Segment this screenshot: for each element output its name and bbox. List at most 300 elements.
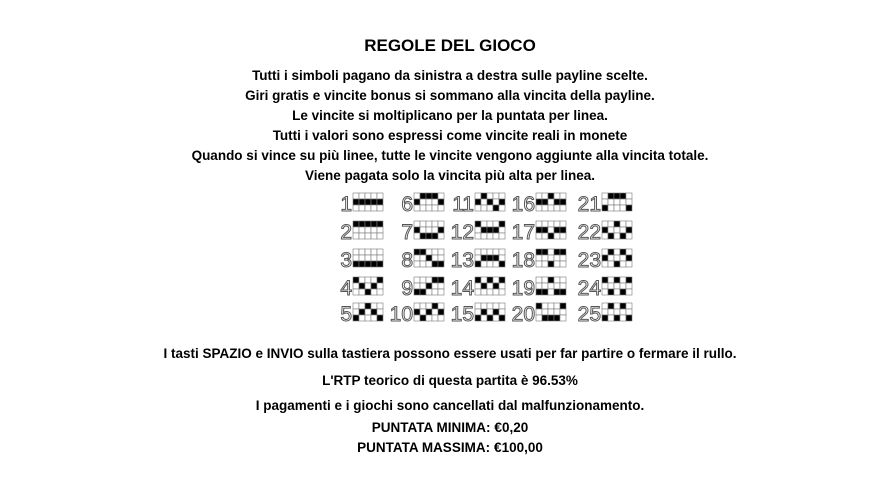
payline-cell [426, 249, 432, 255]
payline-10 [390, 303, 444, 326]
payline-cell [420, 199, 426, 205]
payline-cell [487, 193, 493, 199]
payline-number: 24 [577, 277, 601, 300]
payline-cell [608, 261, 614, 267]
payline-cell [602, 283, 608, 289]
payline-cell [353, 289, 359, 295]
payline-cell [548, 255, 554, 261]
payline-cell [542, 261, 548, 267]
payline-cell [487, 309, 493, 315]
payline-cell [614, 193, 620, 199]
payline-cell [487, 233, 493, 239]
payline-cell [548, 309, 554, 315]
payline-cell [359, 277, 365, 283]
payline-cell [554, 233, 560, 239]
payline-cell [475, 233, 481, 239]
payline-cell [493, 249, 499, 255]
payline-cell [560, 261, 566, 267]
payline-cell [438, 289, 444, 295]
payline-cell [438, 249, 444, 255]
payline-cell [560, 249, 566, 255]
payline-cell [493, 199, 499, 205]
payline-cell [554, 255, 560, 261]
payline-cell [548, 249, 554, 255]
payline-cell [487, 277, 493, 283]
payline-cell [353, 261, 359, 267]
payline-cell [536, 205, 542, 211]
payline-cell [359, 303, 365, 309]
payline-11 [452, 193, 505, 216]
payline-cell [371, 205, 377, 211]
payline-cell [359, 233, 365, 239]
payline-cell [560, 309, 566, 315]
payline-cell [371, 283, 377, 289]
payline-cell [414, 261, 420, 267]
payline-cell [536, 249, 542, 255]
payline-number: 4 [340, 277, 352, 300]
payline-cell [414, 277, 420, 283]
payline-cell [481, 193, 487, 199]
payline-cell [481, 255, 487, 261]
payline-cell [365, 193, 371, 199]
payline-cell [377, 193, 383, 199]
payline-cell [438, 261, 444, 267]
payline-cell [359, 283, 365, 289]
payline-cell [414, 221, 420, 227]
payline-number: 5 [340, 303, 352, 326]
payline-number: 23 [577, 249, 601, 272]
payline-cell [560, 277, 566, 283]
payline-cell [481, 315, 487, 321]
payline-cell [626, 303, 632, 309]
payline-cell [420, 221, 426, 227]
rule-line: Tutti i simboli pagano da sinistra a destra sulle payline scelte. [252, 68, 648, 83]
payline-cell [487, 255, 493, 261]
payline-cell [475, 309, 481, 315]
payline-cell [499, 205, 505, 211]
payline-cell [493, 289, 499, 295]
payline-cell [481, 233, 487, 239]
payline-cell [608, 315, 614, 321]
payline-cell [554, 221, 560, 227]
payline-cell [542, 205, 548, 211]
payline-cell [542, 193, 548, 199]
payline-cell [475, 249, 481, 255]
payline-cell [353, 233, 359, 239]
payline-cell [499, 193, 505, 199]
payline-cell [353, 193, 359, 199]
payline-cell [420, 315, 426, 321]
payline-cell [620, 283, 626, 289]
payline-cell [554, 303, 560, 309]
payline-cell [426, 277, 432, 283]
payline-cell [548, 315, 554, 321]
payline-cell [554, 249, 560, 255]
payline-cell [542, 303, 548, 309]
min-bet-label: PUNTATA MINIMA: [371, 420, 495, 435]
payline-cell [548, 283, 554, 289]
payline-cell [548, 277, 554, 283]
payline-cell [620, 205, 626, 211]
payline-cell [359, 221, 365, 227]
payline-cell [493, 233, 499, 239]
payline-cell [499, 221, 505, 227]
payline-cell [560, 255, 566, 261]
payline-24 [578, 277, 632, 300]
payline-cell [371, 255, 377, 261]
payline-cell [620, 303, 626, 309]
payline-cell [554, 289, 560, 295]
payline-cell [365, 233, 371, 239]
payline-cell [620, 193, 626, 199]
payline-cell [353, 199, 359, 205]
max-bet [0, 439, 873, 455]
payline-cell [438, 315, 444, 321]
payline-cell [414, 233, 420, 239]
payline-cell [426, 261, 432, 267]
payline-number: 14 [450, 277, 474, 300]
payline-cell [365, 309, 371, 315]
payline-cell [475, 255, 481, 261]
payline-cell [359, 261, 365, 267]
payline-cell [414, 193, 420, 199]
payline-number: 1 [340, 193, 352, 216]
payline-cell [542, 283, 548, 289]
payline-cell [548, 233, 554, 239]
payline-18 [512, 249, 566, 272]
payline-cell [542, 199, 548, 205]
payline-cell [432, 289, 438, 295]
payline-cell [536, 277, 542, 283]
payline-cell [499, 233, 505, 239]
keys-info: I tasti SPAZIO e INVIO sulla tastiera possono essere usati per far partire o fermare il rullo. [163, 346, 737, 361]
payline-cell [536, 255, 542, 261]
payline-cell [560, 221, 566, 227]
payline-cell [432, 283, 438, 289]
payline-cell [602, 255, 608, 261]
payline-cell [614, 233, 620, 239]
payline-cell [487, 303, 493, 309]
payline-cell [365, 315, 371, 321]
payline-cell [614, 255, 620, 261]
payline-cell [560, 283, 566, 289]
payline-1 [340, 193, 383, 216]
payline-cell [426, 205, 432, 211]
payline-cell [487, 227, 493, 233]
payline-cell [353, 277, 359, 283]
euro-icon: € [493, 439, 502, 455]
payline-cell [608, 205, 614, 211]
payline-cell [359, 227, 365, 233]
payline-cell [499, 199, 505, 205]
payline-cell [365, 303, 371, 309]
payline-cell [554, 227, 560, 233]
payline-cell [608, 303, 614, 309]
payline-cell [481, 227, 487, 233]
payline-cell [481, 283, 487, 289]
payline-cell [377, 277, 383, 283]
rule-line: Viene pagata solo la vincita più alta per linea. [304, 168, 596, 183]
payline-number: 3 [340, 249, 352, 272]
payline-cell [560, 303, 566, 309]
payline-cell [614, 221, 620, 227]
payline-cell [377, 261, 383, 267]
payline-cell [499, 283, 505, 289]
payline-cell [536, 303, 542, 309]
payline-cell [377, 255, 383, 261]
payline-cell [620, 277, 626, 283]
payline-cell [487, 221, 493, 227]
payline-cell [475, 277, 481, 283]
payline-cell [359, 315, 365, 321]
payline-cell [493, 193, 499, 199]
rule-line: Quando si vince su più linee, tutte le vincite vengono aggiunte alla vincita totale. [191, 148, 709, 163]
payline-cell [414, 205, 420, 211]
payline-cell [371, 249, 377, 255]
payline-cell [542, 233, 548, 239]
payline-number: 7 [401, 221, 413, 244]
payline-number: 18 [511, 249, 535, 272]
payline-number: 19 [511, 277, 535, 300]
payline-cell [602, 193, 608, 199]
payline-cell [493, 227, 499, 233]
payline-22 [578, 221, 632, 244]
payline-12 [451, 221, 505, 244]
payline-cell [608, 309, 614, 315]
payline-cell [365, 221, 371, 227]
payline-cell [602, 205, 608, 211]
payline-cell [438, 255, 444, 261]
payline-number: 20 [511, 303, 535, 326]
payline-cell [536, 193, 542, 199]
payline-cell [365, 199, 371, 205]
rule-line: Le vincite si moltiplicano per la puntata per linea. [292, 108, 608, 123]
payline-cell [548, 205, 554, 211]
payline-cell [414, 315, 420, 321]
payline-cell [359, 193, 365, 199]
payline-cell [353, 221, 359, 227]
payline-cell [353, 249, 359, 255]
payline-cell [420, 233, 426, 239]
payline-cell [426, 233, 432, 239]
payline-cell [614, 249, 620, 255]
payline-cell [560, 289, 566, 295]
payline-cell [371, 227, 377, 233]
payline-cell [620, 261, 626, 267]
payline-21 [578, 193, 632, 216]
payline-17 [512, 221, 566, 244]
payline-cell [426, 315, 432, 321]
payline-cell [420, 289, 426, 295]
payline-cell [554, 193, 560, 199]
payline-cell [626, 283, 632, 289]
payline-cell [493, 309, 499, 315]
payline-cell [626, 289, 632, 295]
payline-cell [438, 303, 444, 309]
payline-19 [512, 277, 566, 300]
payline-cell [432, 221, 438, 227]
payline-cell [536, 233, 542, 239]
payline-cell [560, 205, 566, 211]
payline-cell [371, 309, 377, 315]
payline-cell [377, 233, 383, 239]
payline-cell [542, 227, 548, 233]
payline-cell [377, 283, 383, 289]
payline-cell [602, 309, 608, 315]
payline-cell [499, 303, 505, 309]
payline-cell [414, 289, 420, 295]
payline-cell [377, 221, 383, 227]
payline-cell [438, 227, 444, 233]
payline-cell [487, 249, 493, 255]
payline-cell [420, 249, 426, 255]
payline-cell [548, 221, 554, 227]
payline-cell [614, 283, 620, 289]
payline-cell [414, 227, 420, 233]
payline-cell [377, 289, 383, 295]
payline-cell [542, 277, 548, 283]
payline-cell [359, 255, 365, 261]
payline-cell [432, 205, 438, 211]
payline-cell [614, 205, 620, 211]
payline-cell [371, 315, 377, 321]
payline-cell [481, 303, 487, 309]
payline-number: 13 [450, 249, 474, 272]
payline-cell [602, 315, 608, 321]
payline-cell [426, 193, 432, 199]
payline-cell [560, 199, 566, 205]
payline-cell [371, 233, 377, 239]
payline-cell [426, 283, 432, 289]
payline-cell [602, 227, 608, 233]
payline-cell [432, 277, 438, 283]
payline-cell [493, 315, 499, 321]
payline-cell [487, 199, 493, 205]
payline-cell [438, 221, 444, 227]
payline-number: 17 [511, 221, 535, 244]
payline-cell [487, 315, 493, 321]
payline-cell [614, 303, 620, 309]
payline-cell [371, 277, 377, 283]
payline-cell [438, 309, 444, 315]
payline-cell [365, 205, 371, 211]
payline-cell [365, 261, 371, 267]
payline-cell [560, 193, 566, 199]
payline-cell [602, 233, 608, 239]
payline-cell [377, 303, 383, 309]
payline-cell [487, 261, 493, 267]
payline-cell [371, 221, 377, 227]
payline-cell [353, 309, 359, 315]
payline-cell [536, 199, 542, 205]
payline-cell [608, 221, 614, 227]
payline-cell [620, 249, 626, 255]
payline-cell [481, 277, 487, 283]
payline-cell [499, 315, 505, 321]
payline-cell [432, 227, 438, 233]
payline-cell [626, 315, 632, 321]
payline-cell [614, 315, 620, 321]
payline-cell [608, 233, 614, 239]
payline-cell [481, 221, 487, 227]
payline-cell [475, 205, 481, 211]
payline-cell [536, 227, 542, 233]
payline-cell [614, 227, 620, 233]
payline-cell [432, 193, 438, 199]
payline-cell [481, 289, 487, 295]
payline-cell [420, 261, 426, 267]
payline-cell [542, 221, 548, 227]
payline-cell [371, 193, 377, 199]
payline-cell [626, 227, 632, 233]
payline-cell [536, 289, 542, 295]
payline-cell [438, 283, 444, 289]
payline-cell [371, 289, 377, 295]
payline-cell [414, 255, 420, 261]
payline-25 [578, 303, 632, 326]
payline-20 [512, 303, 566, 326]
payline-cell [426, 303, 432, 309]
payline-cell [414, 283, 420, 289]
payline-cell [548, 261, 554, 267]
payline-16 [512, 193, 566, 216]
payline-5 [340, 303, 383, 326]
payline-cell [377, 205, 383, 211]
payline-cell [493, 283, 499, 289]
payline-cell [554, 205, 560, 211]
min-bet [0, 419, 873, 435]
payline-cell [432, 199, 438, 205]
payline-cell [438, 199, 444, 205]
payline-cell [377, 309, 383, 315]
payline-2 [340, 221, 383, 244]
payline-number: 6 [401, 193, 413, 216]
payline-cell [536, 221, 542, 227]
payline-cell [420, 303, 426, 309]
payline-cell [554, 199, 560, 205]
payline-number: 15 [450, 303, 474, 326]
payline-cell [536, 315, 542, 321]
payline-cell [499, 227, 505, 233]
payline-cell [365, 283, 371, 289]
payline-cell [359, 199, 365, 205]
payline-cell [414, 303, 420, 309]
rtp-info: L'RTP teorico di questa partita è 96.53% [322, 373, 578, 388]
payline-cell [626, 261, 632, 267]
payline-cell [608, 255, 614, 261]
payline-cell [542, 289, 548, 295]
payline-cell [608, 199, 614, 205]
payline-cell [620, 227, 626, 233]
payline-cell [554, 277, 560, 283]
payline-cell [620, 233, 626, 239]
payline-cell [359, 289, 365, 295]
payline-cell [420, 277, 426, 283]
payline-cell [481, 205, 487, 211]
payline-cell [548, 193, 554, 199]
payline-number: 2 [340, 221, 352, 244]
min-bet-value: 0,20 [502, 420, 529, 435]
payline-number: 16 [511, 193, 535, 216]
payline-number: 25 [577, 303, 601, 326]
payline-cell [475, 303, 481, 309]
payline-cell [432, 261, 438, 267]
malfunction-info: I pagamenti e i giochi sono cancellati dal malfunzionamento. [255, 398, 645, 413]
payline-cell [426, 221, 432, 227]
payline-cell [602, 221, 608, 227]
payline-cell [365, 255, 371, 261]
payline-cell [614, 199, 620, 205]
